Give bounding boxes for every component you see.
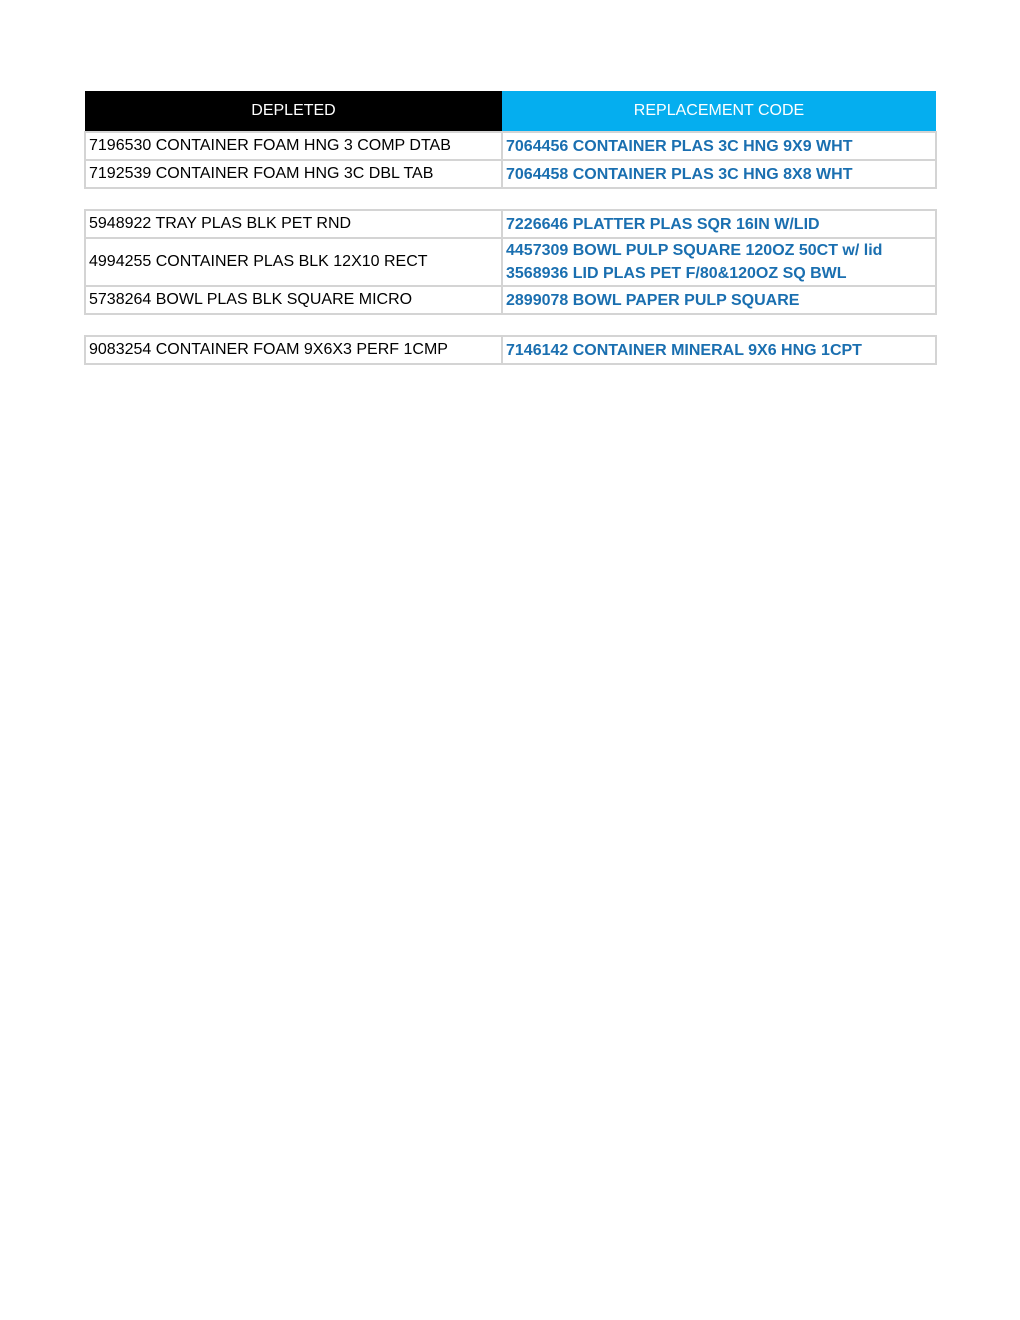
replacement-item-cell <box>502 132 936 160</box>
depleted-item-cell: 4994255 CONTAINER PLAS BLK 12X10 RECT <box>85 238 502 286</box>
replacement-item-cell <box>502 336 936 364</box>
replacement-item-line: 4457309 BOWL PULP SQUARE 120OZ 50CT w/ lid <box>506 242 883 259</box>
group-spacer <box>85 188 936 210</box>
table-row <box>85 286 936 314</box>
replacement-item-line: 2899078 BOWL PAPER PULP SQUARE <box>506 291 800 309</box>
group-spacer <box>85 314 936 336</box>
replacement-item-line: 7226646 PLATTER PLAS SQR 16IN W/LID <box>506 215 820 233</box>
group-spacer-cell <box>85 188 936 210</box>
replacement-item-line: 3568936 LID PLAS PET F/80&120OZ SQ BWL <box>506 265 847 282</box>
table-body <box>85 132 936 364</box>
depleted-column-header: DEPLETED <box>85 91 502 132</box>
table-row <box>85 160 936 188</box>
replacement-item-cell <box>502 210 936 238</box>
depleted-item-cell: 5738264 BOWL PLAS BLK SQUARE MICRO <box>85 286 502 314</box>
replacement-item-cell <box>502 238 936 286</box>
replacement-table <box>84 91 937 365</box>
replacement-item-line: 7146142 CONTAINER MINERAL 9X6 HNG 1CPT <box>506 341 862 359</box>
replacement-item-cell <box>502 160 936 188</box>
table-row <box>85 336 936 364</box>
replacement-table-container <box>84 91 935 365</box>
replacement-item-line: 7064456 CONTAINER PLAS 3C HNG 9X9 WHT <box>506 137 853 155</box>
header-row <box>85 91 936 132</box>
replacement-column-header: REPLACEMENT CODE <box>502 91 936 132</box>
replacement-item-line: 7064458 CONTAINER PLAS 3C HNG 8X8 WHT <box>506 165 853 183</box>
depleted-item-cell: 7192539 CONTAINER FOAM HNG 3C DBL TAB <box>85 160 502 188</box>
table-row <box>85 210 936 238</box>
table-row <box>85 238 936 286</box>
depleted-item-cell: 5948922 TRAY PLAS BLK PET RND <box>85 210 502 238</box>
depleted-item-cell: 7196530 CONTAINER FOAM HNG 3 COMP DTAB <box>85 132 502 160</box>
group-spacer-cell <box>85 314 936 336</box>
depleted-item-cell: 9083254 CONTAINER FOAM 9X6X3 PERF 1CMP <box>85 336 502 364</box>
table-row <box>85 132 936 160</box>
replacement-item-cell <box>502 286 936 314</box>
